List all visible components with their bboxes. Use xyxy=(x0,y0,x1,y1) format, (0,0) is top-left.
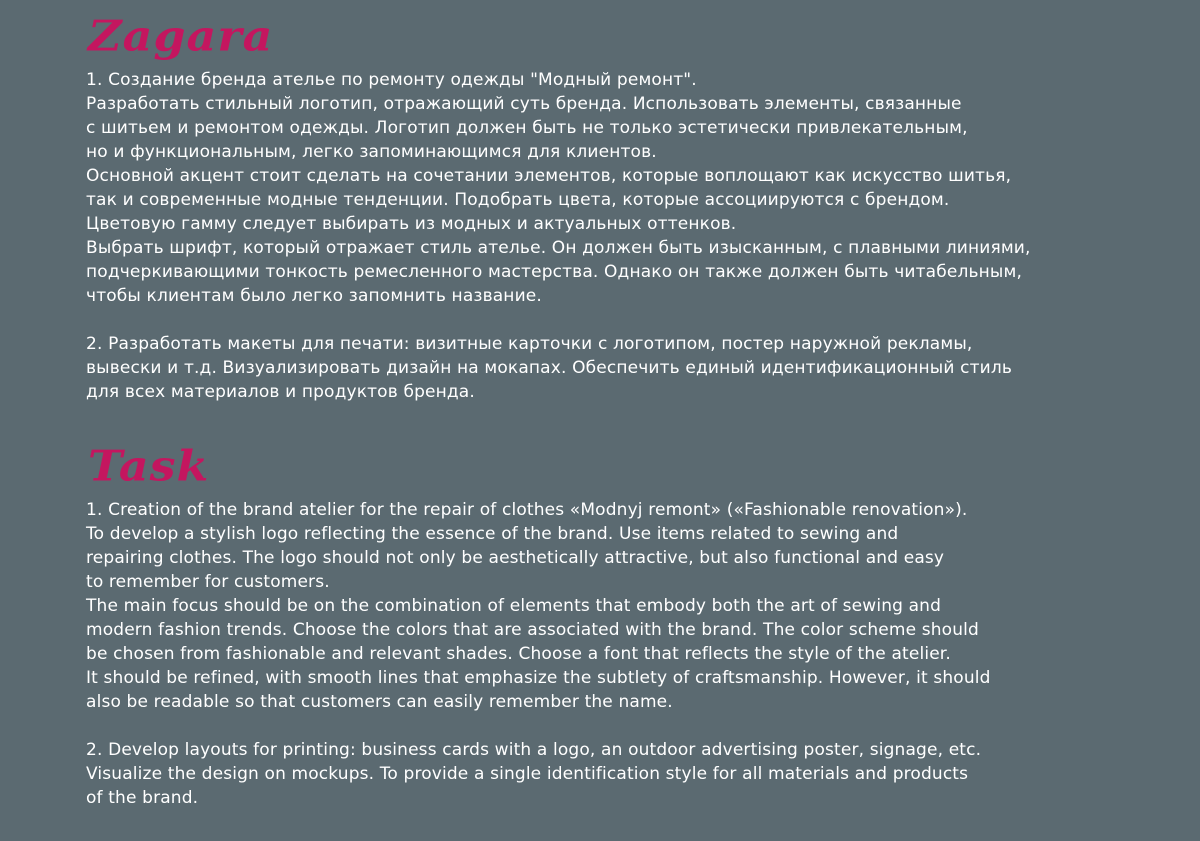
text-line: of the brand. xyxy=(86,788,199,808)
text-line: repairing clothes. The logo should not only be aesthetically attractive, but also functional and easy xyxy=(86,548,945,568)
text-line: для всех материалов и продуктов бренда. xyxy=(86,382,475,402)
text-line: The main focus should be on the combination of elements that embody both the art of sewing and xyxy=(86,596,942,616)
text-line: но и функциональным, легко запоминающимся для клиентов. xyxy=(86,142,657,162)
text-line: Разработать стильный логотип, отражающий суть бренда. Использовать элементы, связанные xyxy=(86,94,962,114)
text-line: так и современные модные тенденции. Подобрать цвета, которые ассоциируются с брендом. xyxy=(86,190,950,210)
text-line: с шитьем и ремонтом одежды. Логотип должен быть не только эстетически привлекательным, xyxy=(86,118,968,138)
text-line: also be readable so that customers can easily remember the name. xyxy=(86,692,673,712)
en-paragraph-2 xyxy=(86,738,1146,810)
text-line: modern fashion trends. Choose the colors that are associated with the brand. The color scheme should xyxy=(86,620,979,640)
ru-paragraph-1 xyxy=(86,68,1146,308)
section-english xyxy=(86,438,1146,810)
section-russian xyxy=(86,8,1146,404)
text-line: Основной акцент стоит сделать на сочетании элементов, которые воплощают как искусство шитья, xyxy=(86,166,1012,186)
text-line: 2. Develop layouts for printing: business cards with a logo, an outdoor advertising poster, signage, etc. xyxy=(86,740,982,760)
text-line: Visualize the design on mockups. To provide a single identification style for all materials and products xyxy=(86,764,969,784)
text-line: to remember for customers. xyxy=(86,572,330,592)
text-line: Цветовую гамму следует выбирать из модных и актуальных оттенков. xyxy=(86,214,737,234)
heading-task: Task xyxy=(88,440,210,491)
heading-zagara: Zagara xyxy=(88,10,274,61)
paragraph-gap xyxy=(86,308,1146,332)
ru-paragraph-2 xyxy=(86,332,1146,404)
text-line: be chosen from fashionable and relevant shades. Choose a font that reflects the style of the atelier. xyxy=(86,644,951,664)
text-line: 1. Creation of the brand atelier for the repair of clothes «Modnyj remont» («Fashionable renovation»). xyxy=(86,500,968,520)
text-line: 2. Разработать макеты для печати: визитные карточки с логотипом, постер наружной рекламы, xyxy=(86,334,973,354)
en-paragraph-1 xyxy=(86,498,1146,714)
text-line: To develop a stylish logo reflecting the essence of the brand. Use items related to sewing and xyxy=(86,524,899,544)
text-line: It should be refined, with smooth lines that emphasize the subtlety of craftsmanship. However, it should xyxy=(86,668,991,688)
text-line: вывески и т.д. Визуализировать дизайн на мокапах. Обеспечить единый идентификационный стиль xyxy=(86,358,1013,378)
text-line: Выбрать шрифт, который отражает стиль ателье. Он должен быть изысканным, с плавными линиями, xyxy=(86,238,1031,258)
text-line: 1. Создание бренда ателье по ремонту одежды "Модный ремонт". xyxy=(86,70,697,90)
text-line: чтобы клиентам было легко запомнить название. xyxy=(86,286,542,306)
paragraph-gap xyxy=(86,714,1146,738)
text-line: подчеркивающими тонкость ремесленного мастерства. Однако он также должен быть читабельным, xyxy=(86,262,1023,282)
